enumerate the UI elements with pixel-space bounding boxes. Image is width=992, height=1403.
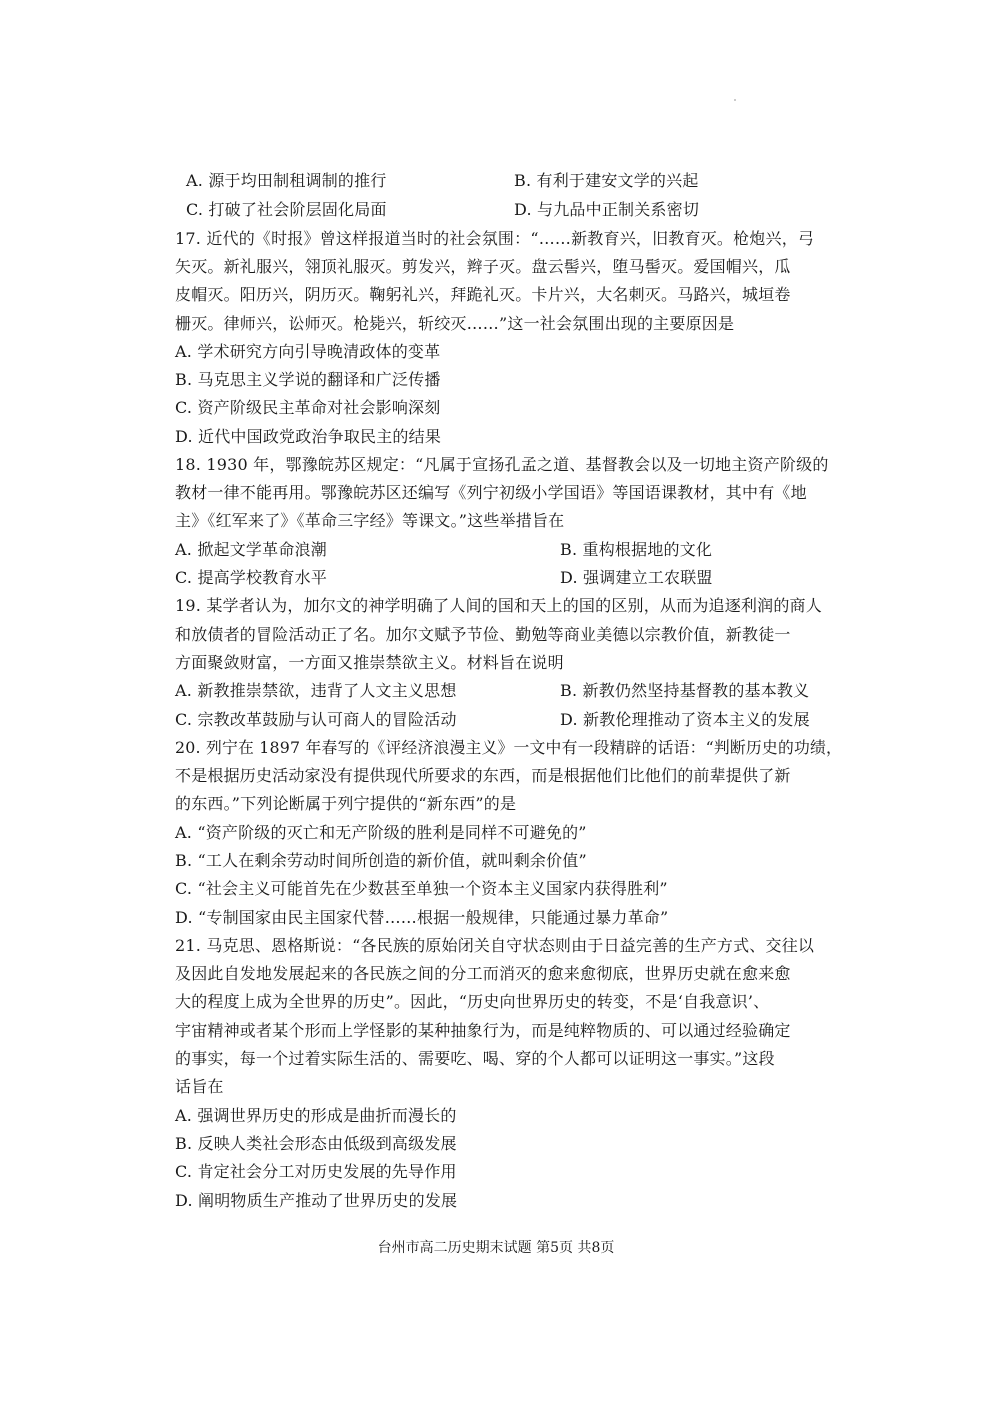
q18-stem-line: 教材一律不能再用。鄂豫皖苏区还编写《列宁初级小学国语》等国语课教材，其中有《地: [175, 483, 807, 502]
q19-option-d: D. 新教伦理推动了资本主义的发展: [560, 710, 810, 729]
q19-stem-line: 和放债者的冒险活动正了名。加尔文赋予节俭、勤勉等商业美德以宗教价值，新教徒一: [175, 625, 791, 644]
q20-stem-line: 的东西。”下列论断属于列宁提供的“新东西”的是: [175, 794, 517, 813]
q17-option-d: D. 近代中国政党政治争取民主的结果: [175, 427, 442, 446]
q19-option-c: C. 宗教改革鼓励与认可商人的冒险活动: [175, 710, 457, 729]
q21-stem-line: 宇宙精神或者某个形而上学怪影的某种抽象行为，而是纯粹物质的、可以通过经验确定: [175, 1021, 791, 1040]
q18-option-a: A. 掀起文学革命浪潮: [175, 540, 327, 559]
q21-stem-line: 话旨在: [175, 1077, 224, 1096]
q20-option-d: D. “专制国家由民主国家代替……根据一般规律，只能通过暴力革命”: [175, 908, 669, 927]
scan-speck: [734, 99, 736, 101]
q21-stem-line: 及因此自发地发展起来的各民族之间的分工而消灭的愈来愈彻底，世界历史就在愈来愈: [175, 964, 791, 983]
q17-option-b: B. 马克思主义学说的翻译和广泛传播: [175, 370, 441, 389]
q16-option-b: B. 有利于建安文学的兴起: [514, 171, 699, 190]
q17-stem-line: 皮帽灭。阳历兴，阴历灭。鞠躬礼兴，拜跪礼灭。卡片兴，大名刺灭。马路兴，城垣卷: [175, 285, 791, 304]
page-footer: 台州市高二历史期末试题 第5页 共8页: [377, 1240, 615, 1256]
q20-option-a: A. “资产阶级的灭亡和无产阶级的胜利是同样不可避免的”: [175, 823, 587, 842]
q19-stem-line: 方面聚敛财富，一方面又推崇禁欲主义。材料旨在说明: [175, 653, 564, 672]
q18-stem-line: 18. 1930 年，鄂豫皖苏区规定：“凡属于宣扬孔孟之道、基督教会以及一切地主资产阶级的: [175, 455, 829, 474]
q17-option-a: A. 学术研究方向引导晚清政体的变革: [175, 342, 441, 361]
q19-option-b: B. 新教仍然坚持基督教的基本教义: [560, 681, 810, 700]
q20-option-b: B. “工人在剩余劳动时间所创造的新价值，就叫剩余价值”: [175, 851, 587, 870]
q18-option-d: D. 强调建立工农联盟: [560, 568, 713, 587]
q21-option-c: C. 肯定社会分工对历史发展的先导作用: [175, 1162, 457, 1181]
q17-stem-line: 栅灭。律师兴，讼师灭。枪毙兴，斩绞灭……”这一社会氛围出现的主要原因是: [175, 314, 735, 333]
q18-stem-line: 主》《红军来了》《革命三字经》等课文。”这些举措旨在: [175, 511, 565, 530]
q20-option-c: C. “社会主义可能首先在少数甚至单独一个资本主义国家内获得胜利”: [175, 879, 668, 898]
q17-stem-line: 17. 近代的《时报》曾这样报道当时的社会氛围：“……新教育兴，旧教育灭。枪炮兴，弓: [175, 229, 815, 248]
q17-stem-line: 矢灭。新礼服兴，翎顶礼服灭。剪发兴，辫子灭。盘云髻兴，堕马髻灭。爱国帽兴，瓜: [175, 257, 791, 276]
q21-stem-line: 大的程度上成为全世界的历史”。因此，“历史向世界历史的转变，不是‘自我意识’、: [175, 992, 770, 1011]
q18-option-b: B. 重构根据地的文化: [560, 540, 713, 559]
q21-stem-line: 的事实，每一个过着实际生活的、需要吃、喝、穿的个人都可以证明这一事实。”这段: [175, 1049, 775, 1068]
q21-option-d: D. 阐明物质生产推动了世界历史的发展: [175, 1191, 458, 1210]
q21-stem-line: 21. 马克思、恩格斯说：“各民族的原始闭关自守状态则由于日益完善的生产方式、交往以: [175, 936, 815, 955]
q16-option-d: D. 与九品中正制关系密切: [514, 200, 700, 219]
q18-option-c: C. 提高学校教育水平: [175, 568, 328, 587]
q20-stem-line: 20. 列宁在 1897 年春写的《评经济浪漫主义》一文中有一段精辟的话语：“判断历史的功绩，: [175, 738, 842, 757]
q17-option-c: C. 资产阶级民主革命对社会影响深刻: [175, 398, 441, 417]
q21-option-a: A. 强调世界历史的形成是曲折而漫长的: [175, 1106, 457, 1125]
q16-option-a: A. 源于均田制租调制的推行: [186, 171, 387, 190]
q19-stem-line: 19. 某学者认为，加尔文的神学明确了人间的国和天上的国的区别，从而为追逐利润的商人: [175, 596, 822, 615]
q16-option-c: C. 打破了社会阶层固化局面: [186, 200, 387, 219]
q20-stem-line: 不是根据历史活动家没有提供现代所要求的东西，而是根据他们比他们的前辈提供了新: [175, 766, 791, 785]
q19-option-a: A. 新教推崇禁欲，违背了人文主义思想: [175, 681, 457, 700]
q21-option-b: B. 反映人类社会形态由低级到高级发展: [175, 1134, 457, 1153]
